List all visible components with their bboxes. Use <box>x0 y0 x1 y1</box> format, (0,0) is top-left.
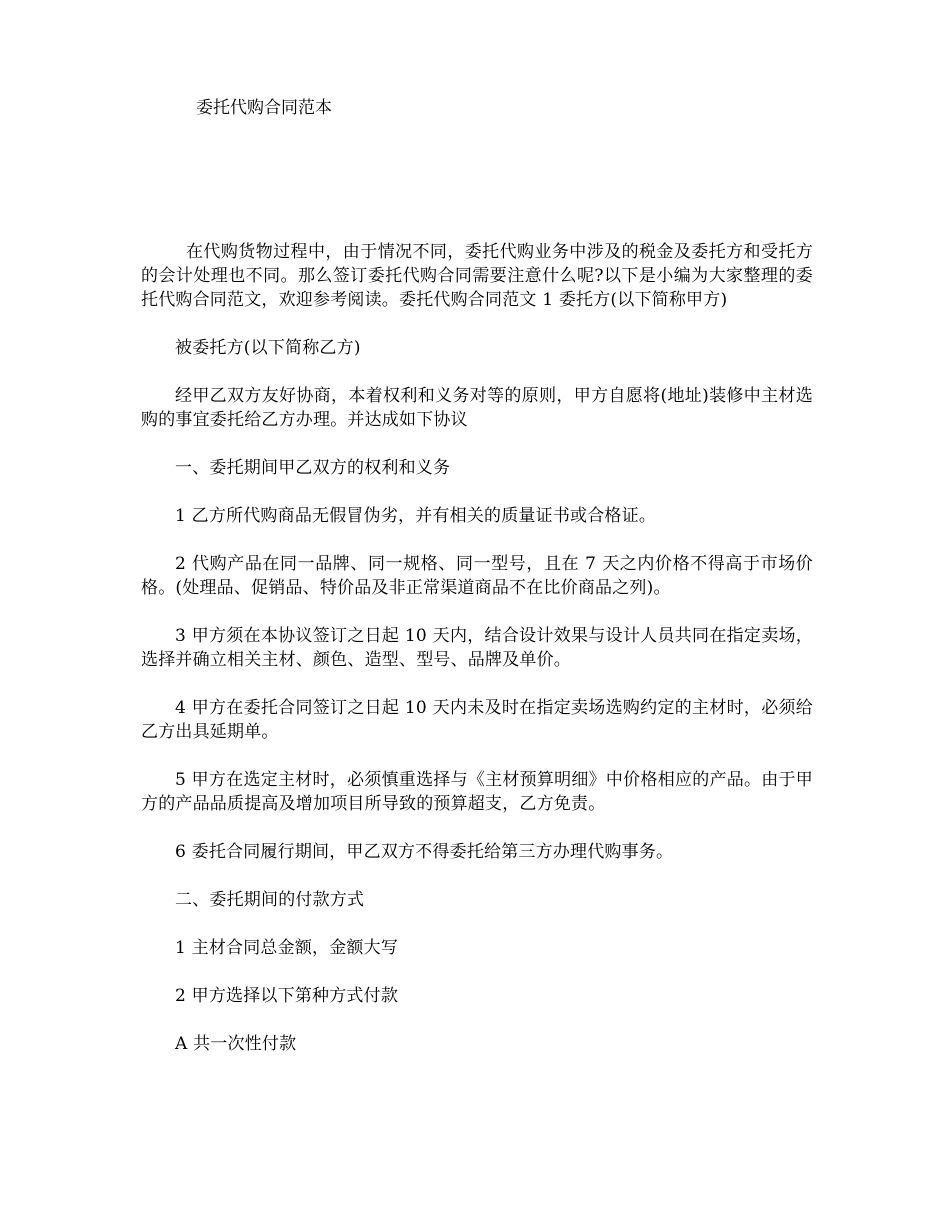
clause-2: 2 代购产品在同一品牌、同一规格、同一型号，且在 7 天之内价格不得高于市场价格。(处理品、促销品、特价品及非正常渠道商品不在比价商品之列)。 <box>141 554 813 598</box>
document-title: 委托代购合同范本 <box>196 98 332 118</box>
payment-clause-1: 1 主材合同总金额，金额大写 <box>175 938 399 958</box>
paragraph-intro: 在代购货物过程中，由于情况不同，委托代购业务中涉及的税金及委托方和受托方的会计处理也不同。那么签订委托代购合同需要注意什么呢?以下是小编为大家整理的委托代购合同范文，欢迎参考阅读。委托代购合同范文 1 委托方(以下简称甲方) <box>141 242 813 310</box>
clause-5: 5 甲方在选定主材时，必须慎重选择与《主材预算明细》中价格相应的产品。由于甲方的产品品质提高及增加项目所导致的预算超支，乙方免责。 <box>141 770 813 814</box>
clause-4: 4 甲方在委托合同签订之日起 10 天内未及时在指定卖场选购约定的主材时，必须给乙方出具延期单。 <box>141 698 813 742</box>
payment-option-a: A 共一次性付款 <box>175 1034 297 1054</box>
clause-1: 1 乙方所代购商品无假冒伪劣，并有相关的质量证书或合格证。 <box>175 506 657 526</box>
clause-3: 3 甲方须在本协议签订之日起 10 天内，结合设计效果与设计人员共同在指定卖场，选择并确立相关主材、颜色、造型、型号、品牌及单价。 <box>141 626 813 670</box>
document-body <box>141 240 813 1080</box>
payment-clause-2: 2 甲方选择以下第种方式付款 <box>175 986 399 1006</box>
clause-6: 6 委托合同履行期间，甲乙双方不得委托给第三方办理代购事务。 <box>175 842 674 862</box>
section-heading-rights: 一、委托期间甲乙双方的权利和义务 <box>175 458 451 478</box>
paragraph-agreement: 经甲乙双方友好协商，本着权利和义务对等的原则，甲方自愿将(地址)装修中主材选购的事宜委托给乙方办理。并达成如下协议 <box>141 386 813 430</box>
paragraph-party-b: 被委托方(以下简称乙方) <box>175 338 361 358</box>
section-heading-payment: 二、委托期间的付款方式 <box>175 890 365 910</box>
